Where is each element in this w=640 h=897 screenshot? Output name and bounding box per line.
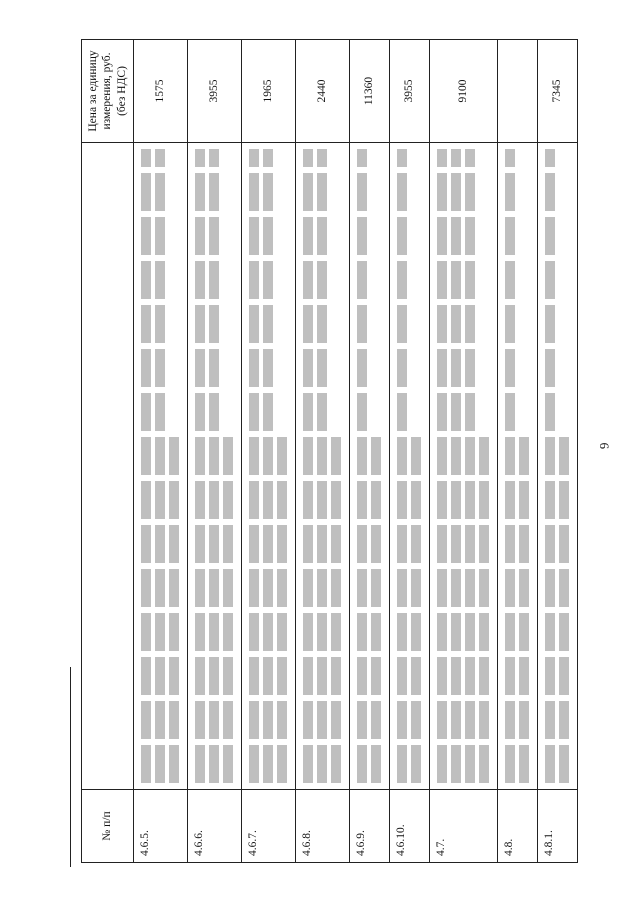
header-stage [82,143,134,790]
row-description [498,143,538,790]
row-price: 1965 [242,40,296,143]
row-description [134,143,188,790]
row-description [188,143,242,790]
row-price [498,40,538,143]
row-price: 3955 [188,40,242,143]
table-row [430,40,498,863]
row-price: 9100 [430,40,498,143]
row-price: 3955 [390,40,430,143]
table-row [390,40,430,863]
row-number: 4.6.8. [296,790,350,863]
table-row [350,40,390,863]
row-number: 4.8. [498,790,538,863]
row-description [430,143,498,790]
row-number: 4.6.5. [134,790,188,863]
row-number: 4.6.10. [390,790,430,863]
table-row [188,40,242,863]
row-description [538,143,578,790]
table-row [134,40,188,863]
row-description [390,143,430,790]
row-description [242,143,296,790]
row-price: 11360 [350,40,390,143]
row-number: 4.6.7. [242,790,296,863]
row-description [350,143,390,790]
table-row [242,40,296,863]
table-row [498,40,538,863]
row-number: 4.6.9. [350,790,390,863]
header-number: № п/п [82,790,134,863]
row-number: 4.7. [430,790,498,863]
row-price: 2440 [296,40,350,143]
row-price: 7345 [538,40,578,143]
footnote-divider [70,667,71,867]
header-price: Цена за единицу измерения, руб. (без НДС) [82,40,134,143]
table-row [296,40,350,863]
table-header-row [82,40,134,863]
row-number: 4.6.6. [188,790,242,863]
row-number: 4.8.1. [538,790,578,863]
page-number: 6 [597,442,612,449]
pricing-table [81,39,578,863]
row-price: 1575 [134,40,188,143]
row-description [296,143,350,790]
table-row [538,40,578,863]
